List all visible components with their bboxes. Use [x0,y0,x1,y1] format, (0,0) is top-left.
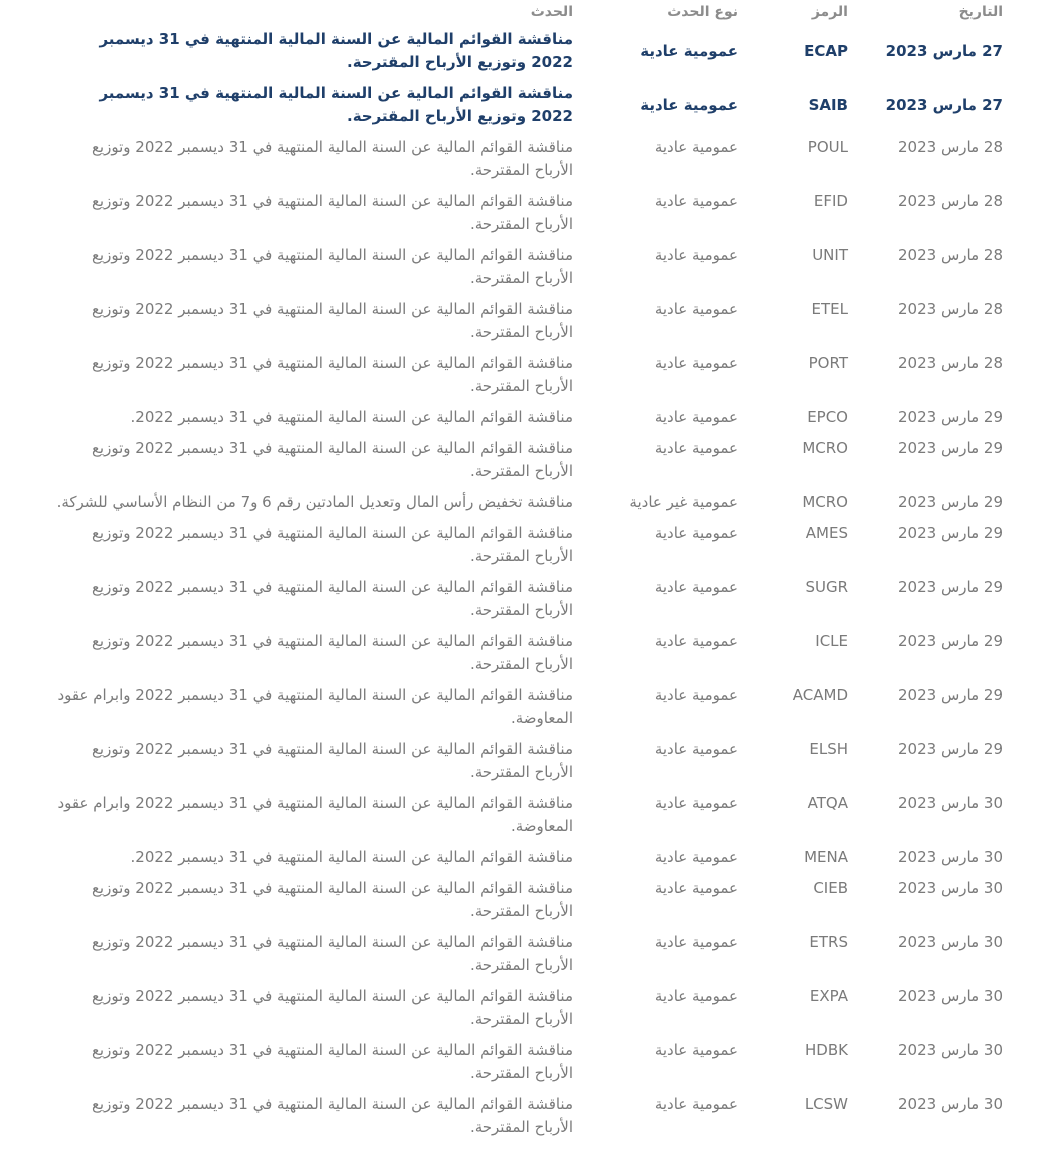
event-date: 28 مارس 2023 [898,192,1003,210]
table-row [53,350,1003,404]
event-type: عمومية غير عادية [629,493,738,511]
table-row [53,790,1003,844]
event-date: 28 مارس 2023 [898,246,1003,264]
event-type: عمومية عادية [654,138,738,156]
table-row [53,404,1003,435]
event-type: عمومية عادية [654,578,738,596]
event-description: مناقشة القوائم المالية عن السنة المالية المنتهية في 31 ديسمبر 2022 وتوزيع الأرباح المقترحة. [91,987,573,1028]
event-description: مناقشة القوائم المالية عن السنة المالية المنتهية في 31 ديسمبر 2022 وتوزيع الأرباح المقترحة. [91,138,573,179]
event-description: مناقشة القوائم المالية عن السنة المالية المنتهية في 31 ديسمبر 2022 وتوزيع الأرباح المقترحة. [91,246,573,287]
table-row [53,26,1003,80]
event-description: مناقشة القوائم المالية عن السنة المالية المنتهية في 31 ديسمبر 2022 وابرام عقود المعاوضة. [57,794,573,835]
event-symbol: HDBK [805,1041,848,1059]
table-row [53,134,1003,188]
table-row [53,628,1003,682]
table-row [53,682,1003,736]
event-date: 30 مارس 2023 [898,933,1003,951]
event-symbol: MENA [804,848,848,866]
event-description: مناقشة القوائم المالية عن السنة المالية المنتهية في 31 ديسمبر 2022 وتوزيع الأرباح المقترحة. [91,740,573,781]
event-symbol: UNIT [812,246,848,264]
event-description: مناقشة القوائم المالية عن السنة المالية المنتهية في 31 ديسمبر 2022 وتوزيع الأرباح المقترحة. [91,192,573,233]
event-date: 30 مارس 2023 [898,1041,1003,1059]
event-type: عمومية عادية [654,300,738,318]
event-symbol: EPCO [807,408,848,426]
event-description: مناقشة القوائم المالية عن السنة المالية المنتهية في 31 ديسمبر 2022 وتوزيع الأرباح المقترحة. [91,1041,573,1082]
event-symbol: LCSW [804,1095,848,1113]
table-row [53,875,1003,929]
event-date: 29 مارس 2023 [898,493,1003,511]
table-header [53,0,1003,26]
event-description: مناقشة القوائم المالية عن السنة المالية المنتهية في 31 ديسمبر 2022 وتوزيع الأرباح المقترحة. [91,879,573,920]
event-symbol: ECAP [804,41,848,60]
event-description: مناقشة القوائم المالية عن السنة المالية المنتهية في 31 ديسمبر 2022. [130,408,573,426]
event-description: مناقشة القوائم المالية عن السنة المالية المنتهية في 31 ديسمبر 2022 وتوزيع الأرباح المقترحة. [91,300,573,341]
event-type: عمومية عادية [654,848,738,866]
table-row [53,929,1003,983]
event-description: مناقشة القوائم المالية عن السنة المالية المنتهية في 31 ديسمبر 2022 وتوزيع الأرباح المقترحة. [99,30,573,71]
header-row [53,0,1003,26]
event-symbol: ETEL [811,300,848,318]
events-table [53,0,1003,1145]
event-description: مناقشة القوائم المالية عن السنة المالية المنتهية في 31 ديسمبر 2022 وتوزيع الأرباح المقترحة. [91,933,573,974]
table-row [53,736,1003,790]
event-description: مناقشة القوائم المالية عن السنة المالية المنتهية في 31 ديسمبر 2022 وتوزيع الأرباح المقترحة. [91,524,573,565]
event-type: عمومية عادية [654,933,738,951]
table-row [53,574,1003,628]
event-description: مناقشة القوائم المالية عن السنة المالية المنتهية في 31 ديسمبر 2022 وتوزيع الأرباح المقترحة. [91,578,573,619]
event-description: مناقشة القوائم المالية عن السنة المالية المنتهية في 31 ديسمبر 2022 وتوزيع الأرباح المقترحة. [91,439,573,480]
event-date: 30 مارس 2023 [898,1095,1003,1113]
event-symbol: CIEB [813,879,848,897]
event-description: مناقشة القوائم المالية عن السنة المالية المنتهية في 31 ديسمبر 2022 وتوزيع الأرباح المقترحة. [91,354,573,395]
event-symbol: POUL [807,138,848,156]
event-symbol: MCRO [802,439,848,457]
table-row [53,188,1003,242]
event-date: 30 مارس 2023 [898,879,1003,897]
event-description: مناقشة تخفيض رأس المال وتعديل المادتين رقم 6 و7 من النظام الأساسي للشركة. [56,493,573,511]
header-date: التاريخ [958,4,1003,20]
event-symbol: MCRO [802,493,848,511]
event-symbol: ACAMD [792,686,848,704]
event-date: 29 مارس 2023 [898,524,1003,542]
event-type: عمومية عادية [654,987,738,1005]
table-row [53,296,1003,350]
event-date: 29 مارس 2023 [898,740,1003,758]
event-date: 29 مارس 2023 [898,686,1003,704]
event-type: عمومية عادية [654,740,738,758]
event-description: مناقشة القوائم المالية عن السنة المالية المنتهية في 31 ديسمبر 2022 وتوزيع الأرباح المقترحة. [99,84,573,125]
event-date: 30 مارس 2023 [898,794,1003,812]
event-type: عمومية عادية [654,1095,738,1113]
event-symbol: AMES [805,524,848,542]
event-type: عمومية عادية [640,41,738,60]
event-symbol: ATQA [807,794,848,812]
table-row [53,489,1003,520]
event-date: 30 مارس 2023 [898,848,1003,866]
event-type: عمومية عادية [654,794,738,812]
event-symbol: SUGR [805,578,848,596]
table-row [53,80,1003,134]
event-type: عمومية عادية [654,246,738,264]
event-type: عمومية عادية [654,1041,738,1059]
event-symbol: EFID [813,192,848,210]
event-date: 28 مارس 2023 [898,354,1003,372]
event-type: عمومية عادية [654,879,738,897]
event-description: مناقشة القوائم المالية عن السنة المالية المنتهية في 31 ديسمبر 2022. [130,848,573,866]
header-event: الحدث [530,4,573,20]
event-date: 29 مارس 2023 [898,408,1003,426]
event-symbol: SAIB [808,95,848,114]
event-type: عمومية عادية [654,524,738,542]
event-symbol: ICLE [815,632,848,650]
event-description: مناقشة القوائم المالية عن السنة المالية المنتهية في 31 ديسمبر 2022 وابرام عقود المعاوضة. [57,686,573,727]
table-row [53,435,1003,489]
event-symbol: PORT [808,354,848,372]
event-type: عمومية عادية [654,632,738,650]
table-row [53,983,1003,1037]
event-symbol: ELSH [809,740,848,758]
event-date: 27 مارس 2023 [885,41,1003,60]
event-description: مناقشة القوائم المالية عن السنة المالية المنتهية في 31 ديسمبر 2022 وتوزيع الأرباح المقترحة. [91,632,573,673]
event-symbol: EXPA [809,987,848,1005]
event-type: عمومية عادية [654,686,738,704]
table-body [53,26,1003,1145]
event-date: 29 مارس 2023 [898,439,1003,457]
table-row [53,1037,1003,1091]
event-date: 30 مارس 2023 [898,987,1003,1005]
event-type: عمومية عادية [654,439,738,457]
event-type: عمومية عادية [654,192,738,210]
event-date: 28 مارس 2023 [898,300,1003,318]
event-symbol: ETRS [809,933,848,951]
header-symbol: الرمز [811,4,848,20]
event-type: عمومية عادية [654,354,738,372]
table-row [53,520,1003,574]
event-date: 29 مارس 2023 [898,632,1003,650]
event-date: 28 مارس 2023 [898,138,1003,156]
event-type: عمومية عادية [654,408,738,426]
event-date: 27 مارس 2023 [885,95,1003,114]
header-event-type: نوع الحدث [667,4,738,20]
table-row [53,242,1003,296]
event-type: عمومية عادية [640,95,738,114]
table-row [53,1091,1003,1145]
event-description: مناقشة القوائم المالية عن السنة المالية المنتهية في 31 ديسمبر 2022 وتوزيع الأرباح المقترحة. [91,1095,573,1136]
event-date: 29 مارس 2023 [898,578,1003,596]
table-row [53,844,1003,875]
